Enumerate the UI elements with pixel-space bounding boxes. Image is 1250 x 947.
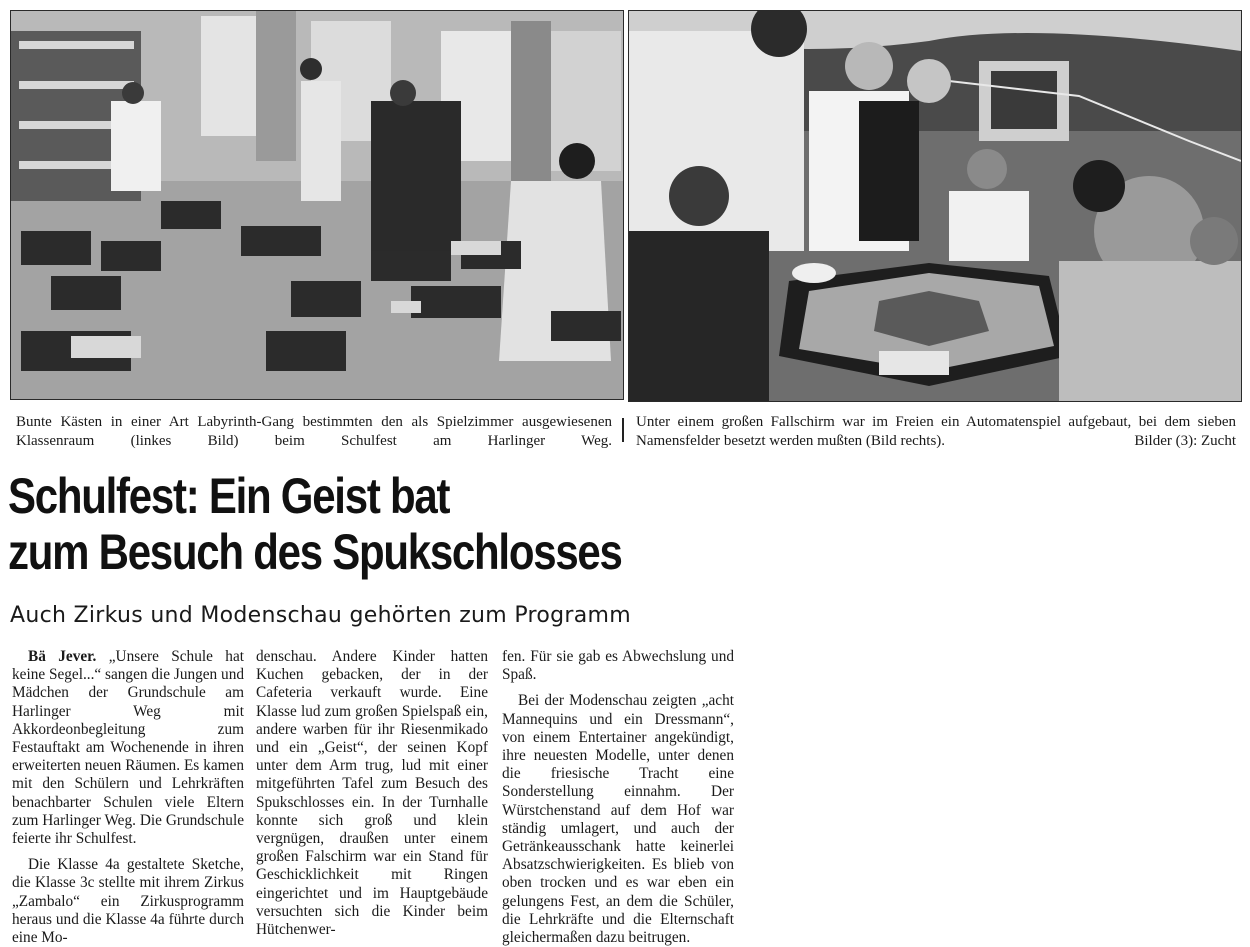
caption-left: Bunte Kästen in einer Art Labyrinth-Gang bestimmten den als Spielzimmer ausgewiesenen Klassenraum (linkes Bild) beim Schulfest am Harlinger Weg. [16, 414, 612, 449]
headline-line-1: Schulfest: Ein Geist bat [8, 468, 450, 524]
headline [8, 468, 630, 580]
caption-divider [622, 418, 624, 442]
photo-outdoor-game [628, 10, 1242, 402]
article-paragraph [12, 648, 244, 848]
photo-classroom-labyrinth [10, 10, 624, 400]
photo-outdoor-graphic [629, 11, 1241, 401]
headline-line-2: zum Besuch des Spukschlosses [8, 524, 622, 580]
caption-right [636, 413, 1236, 451]
article-paragraph: Bei der Modenschau zeigten „acht Mannequins und ein Dressmann“, von einem Entertainer angekündigt, ihre neuesten Modelle, unter denen die friesische Tracht eine Sonderstellung einnahm. Der Würstchenstand auf dem Hof war ständig umlagert, und auch der Getränkeausschank hatte keinerlei Absatzschwierigkeiten. Es blieb von oben trocken und es war eben ein gelungens Fest, an dem die Schüler, die Lehrkräfte und die Elternschaft gleichermaßen dazu beitrugen. [502, 692, 734, 947]
article-column-2 [256, 648, 488, 939]
caption-right-text: Unter einem großen Fallschirm war im Freien ein Automatenspiel aufgebaut, bei dem sieben Namensfelder besetzt werden mußten (Bild rechts). [636, 414, 1236, 449]
article-paragraph: fen. Für sie gab es Abwechslung und Spaß. [502, 648, 734, 684]
article-column-3 [502, 648, 734, 947]
paragraph-text: „Unsere Schule hat keine Segel...“ sangen die Jungen und Mädchen der Grundschule am Harlinger Weg mit Akkordeonbegleitung zum Festauftakt am Wochenende in ihren erweiterten neuen Räumen. Es kamen mit den Schülern und Lehrkräften benachbarter Schulen viele Eltern zum Harlinger Weg. Die Grundschule feierte ihr Schulfest. [12, 648, 244, 848]
subheadline: Auch Zirkus und Modenschau gehörten zum Programm [10, 603, 631, 628]
dateline: Bä Jever. [28, 648, 97, 665]
photo-credit: Bilder (3): Zucht [1134, 433, 1236, 449]
article-column-1 [12, 648, 244, 947]
photo-classroom-graphic [11, 11, 623, 399]
article-paragraph: denschau. Andere Kinder hatten Kuchen gebacken, der in der Cafeteria verkauft wurde. Eine Klasse lud zum großen Spielspaß ein, andere warben für ihr Riesenmikado und ein „Geist“, der seinen Kopf unter dem Arm trug, lud mit einer mitgeführten Tafel zum Besuch des Spukschlosses ein. In der Turnhalle konnte sich groß und klein vergnügen, draußen unter einem großen Falschirm war ein Stand für Geschicklichkeit mit Ringen eingerichtet und im Hauptgebäude versuchten sich die Kinder beim Hütchenwer- [256, 648, 488, 939]
article-paragraph: Die Klasse 4a gestaltete Sketche, die Klasse 3c stellte mit ihrem Zirkus „Zambalo“ ein Zirkusprogramm heraus und die Klasse 4a führte durch eine Mo- [12, 856, 244, 947]
